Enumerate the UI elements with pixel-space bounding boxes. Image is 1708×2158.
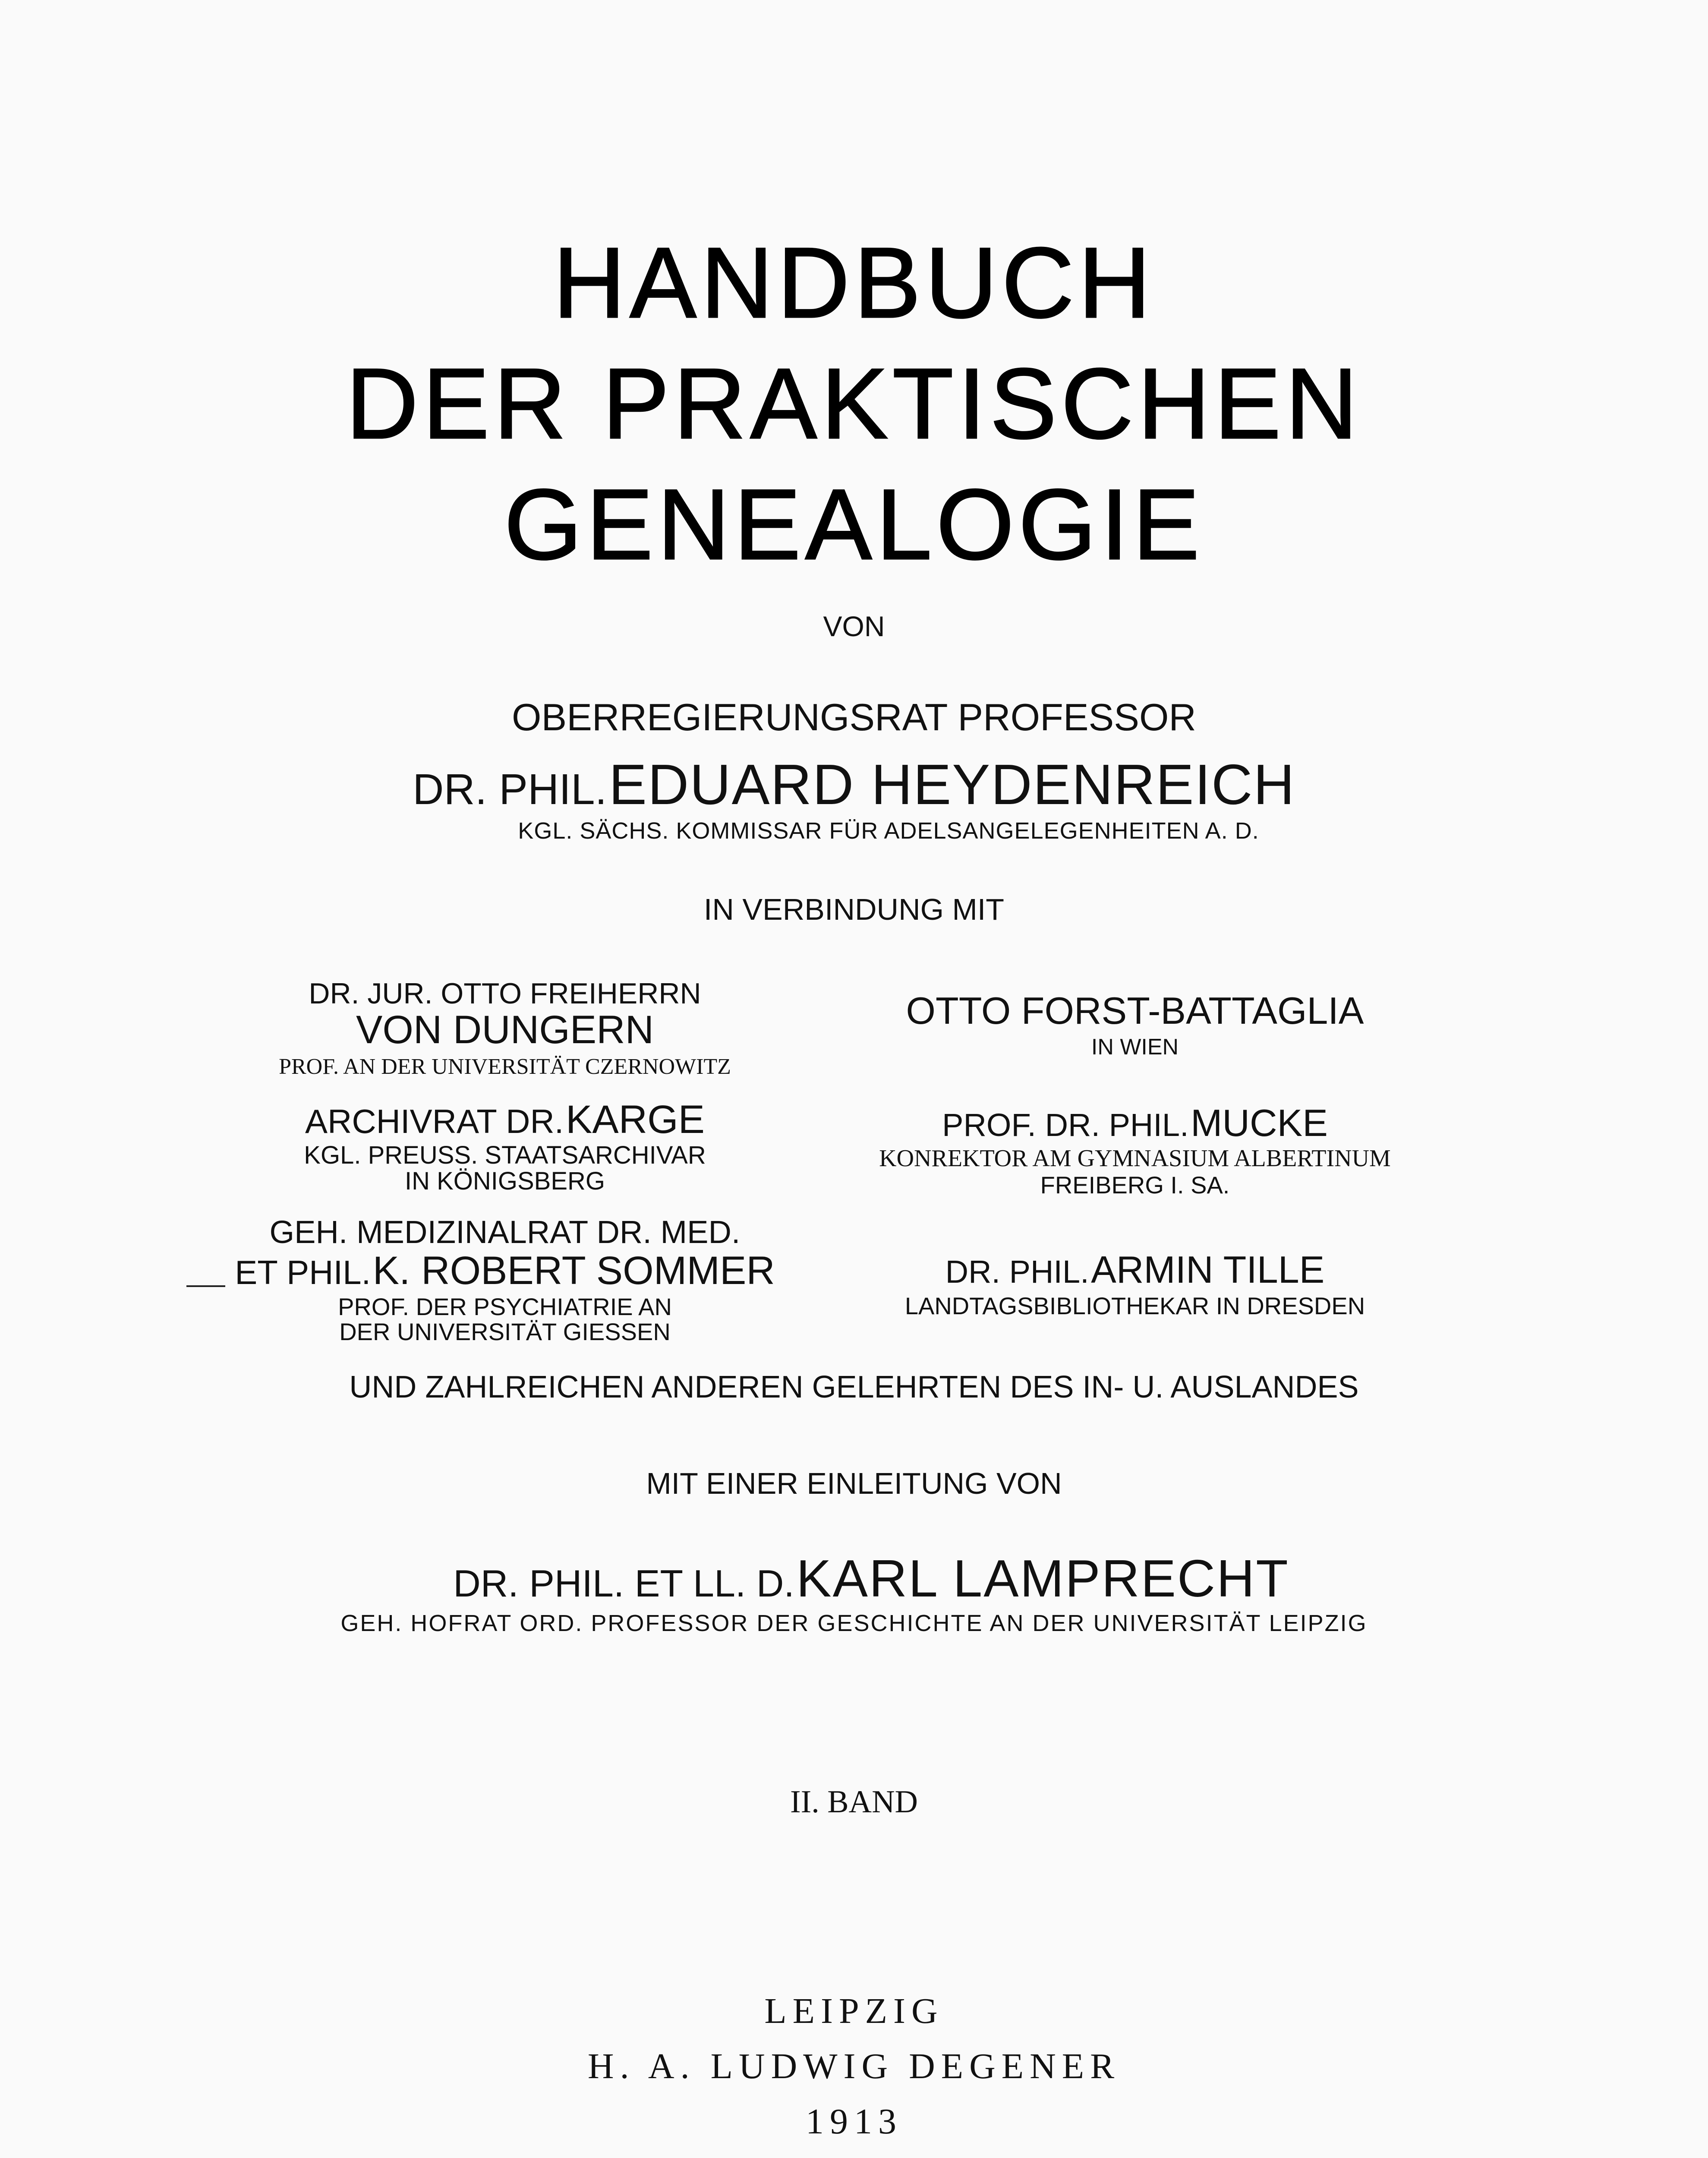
collaborator-von-dungern: [207, 979, 803, 1078]
von-label: VON: [823, 610, 885, 642]
collaborator-name: VON DUNGERN: [356, 1008, 654, 1052]
title-line-2: DER PRAKTISCHEN: [346, 348, 1362, 460]
author-position: KGL. SÄCHS. KOMMISSAR FÜR ADELSANGELEGENHEITEN A. D.: [518, 818, 1259, 844]
introducer-prefix: DR. PHIL. ET LL. D.: [453, 1562, 794, 1605]
collaborator-name: ARMIN TILLE: [1091, 1248, 1325, 1291]
in-verbindung-label: IN VERBINDUNG MIT: [703, 893, 1005, 926]
introducer-name: KARL LAMPRECHT: [796, 1549, 1289, 1608]
author-name: EDUARD HEYDENREICH: [608, 753, 1295, 816]
collaborator-name: KARGE: [565, 1098, 705, 1142]
others-line: UND ZAHLREICHEN ANDEREN GELEHRTEN DES IN- U. AUSLANDES: [349, 1370, 1359, 1404]
title-line-1: HANDBUCH: [553, 227, 1155, 339]
imprint-publisher: H. A. LUDWIG DEGENER: [587, 2046, 1121, 2086]
title-line-3: GENEALOGIE: [504, 469, 1204, 581]
collaborator-prefix: PROF. DR. PHIL.: [942, 1107, 1189, 1143]
imprint-year: 1913: [806, 2101, 902, 2142]
collaborator-prefix: ET PHIL.: [235, 1253, 371, 1291]
collaborator-line: GEH. MEDIZINALRAT DR. MED.: [269, 1214, 741, 1250]
collaborator-name-line: [841, 1248, 1428, 1291]
collaborator-karge: [207, 1100, 803, 1194]
collaborator-name: MUCKE: [1191, 1101, 1328, 1144]
collaborator-name-line: [841, 1101, 1428, 1144]
collaborator-prefix: ARCHIVRAT DR.: [305, 1102, 564, 1140]
margin-dash: [186, 1285, 225, 1287]
collaborator-name: K. ROBERT SOMMER: [372, 1249, 775, 1293]
introducer-position: GEH. HOFRAT ORD. PROFESSOR DER GESCHICHTE AN DER UNIVERSITÄT LEIPZIG: [340, 1610, 1368, 1636]
author-prefix: DR. PHIL.: [413, 765, 607, 814]
author-name-line: [0, 753, 1708, 816]
collaborator-mucke: [841, 1101, 1428, 1199]
collaborator-position: LANDTAGSBIBLIOTHEKAR IN DRESDEN: [904, 1292, 1365, 1319]
collaborator-location: FREIBERG I. SA.: [1040, 1171, 1230, 1199]
collaborator-name-line: [207, 1249, 803, 1293]
collaborator-location: IN WIEN: [1091, 1035, 1179, 1060]
collaborator-forst-battaglia: [841, 989, 1428, 1060]
collaborator-prefix: DR. PHIL.: [945, 1254, 1089, 1290]
author-role: OBERREGIERUNGSRAT PROFESSOR: [512, 696, 1196, 738]
collaborator-location: IN KÖNIGSBERG: [404, 1167, 605, 1195]
collaborator-position: KONREKTOR AM GYMNASIUM ALBERTINUM: [879, 1145, 1391, 1172]
collaborator-line: DR. JUR. OTTO FREIHERRN: [309, 977, 701, 1010]
imprint-city: LEIPZIG: [764, 1991, 944, 2031]
collaborator-position: PROF. AN DER UNIVERSITÄT CZERNOWITZ: [279, 1054, 731, 1079]
collaborator-position: PROF. DER PSYCHIATRIE AN: [338, 1293, 672, 1320]
einleitung-label: MIT EINER EINLEITUNG VON: [646, 1467, 1062, 1500]
collaborator-position-2: DER UNIVERSITÄT GIESSEN: [339, 1318, 671, 1345]
collaborator-position: KGL. PREUSS. STAATSARCHIVAR: [304, 1141, 706, 1169]
collaborator-sommer: [207, 1216, 803, 1344]
introducer-name-line: [0, 1549, 1708, 1608]
collaborator-name-line: [207, 1098, 803, 1142]
collaborator-tille: [841, 1248, 1428, 1319]
collaborator-name: OTTO FORST-BATTAGLIA: [906, 989, 1364, 1032]
volume-label: II. BAND: [790, 1784, 918, 1820]
